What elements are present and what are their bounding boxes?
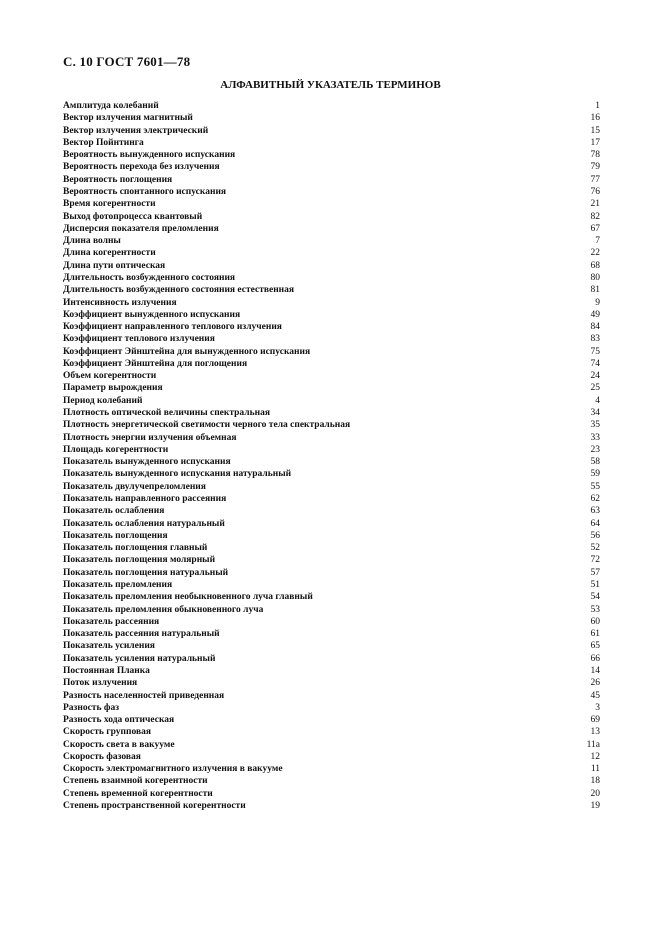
index-term: Показатель поглощения [63,530,168,541]
index-entry [63,198,600,210]
index-term-number: 84 [590,322,600,333]
index-term-number: 77 [590,174,600,185]
index-entry [63,518,600,530]
index-entry [63,493,600,505]
index-entry [63,370,600,382]
index-entry [63,456,600,468]
index-term: Длина пути оптическая [63,260,166,271]
index-entry [63,297,600,309]
index-term-number: 33 [590,432,600,443]
index-term-number: 56 [590,530,600,541]
index-term: Скорость света в вакууме [63,739,175,750]
index-term-number: 16 [590,113,600,124]
index-term-number: 4 [595,395,600,406]
index-term-number: 49 [590,309,600,320]
index-term: Показатель двулучепреломления [63,481,206,492]
index-entry [63,788,600,800]
index-term: Вероятность перехода без излучения [63,162,220,173]
index-term-number: 23 [590,444,600,455]
index-entry [63,186,600,198]
index-term-number: 25 [590,383,600,394]
index-term-number: 12 [590,751,600,762]
index-term: Разность хода оптическая [63,715,175,726]
index-term: Амплитуда колебаний [63,101,159,111]
term-index-list [63,100,600,812]
index-entry [63,272,600,284]
index-term: Параметр вырождения [63,383,163,394]
index-term: Показатель усиления [63,641,155,652]
index-entry [63,382,600,394]
index-term: Показатель направленного рассеяния [63,494,227,504]
index-term-number: 63 [590,506,600,517]
index-term-number: 11 [590,764,600,775]
index-entry [63,702,600,714]
index-entry [63,137,600,149]
index-term-number: 72 [590,555,600,566]
index-title: АЛФАВИТНЫЙ УКАЗАТЕЛЬ ТЕРМИНОВ [220,79,441,91]
index-term: Показатель ослабления [63,506,165,517]
index-entry [63,432,600,444]
index-term-number: 55 [590,481,600,492]
index-term: Поток излучения [63,678,138,689]
index-term: Объем когерентности [63,371,157,382]
index-term: Длительность возбужденного состояния естественная [63,285,295,296]
index-term: Коэффициент направленного теплового излучения [63,322,282,333]
index-term-number: 18 [590,776,600,787]
index-term: Коэффициент вынужденного испускания [63,309,241,320]
index-term-number: 17 [590,137,600,148]
index-entry [63,739,600,751]
index-entry [63,505,600,517]
index-term: Степень взаимной когерентности [63,776,208,787]
index-term: Коэффициент Эйнштейна для вынужденного испускания [63,346,311,357]
index-term: Вектор Пойнтинга [63,137,144,148]
index-entry [63,235,600,247]
index-entry [63,751,600,763]
index-term-number: 54 [590,592,600,603]
index-term: Показатель поглощения молярный [63,555,216,566]
index-term-number: 26 [590,678,600,689]
index-term: Показатель рассеяния натуральный [63,629,220,640]
index-term-number: 57 [590,567,600,578]
index-entry [63,309,600,321]
index-term: Коэффициент теплового излучения [63,334,215,345]
index-term-number: 11а [586,739,600,750]
index-term-number: 20 [590,788,600,799]
index-term: Вектор излучения электрический [63,125,209,136]
index-term: Степень пространственной когерентности [63,801,246,812]
index-term: Показатель преломления обыкновенного луча [63,604,264,615]
index-term-number: 59 [590,469,600,480]
index-term: Площадь когерентности [63,444,169,455]
index-term-number: 82 [590,211,600,222]
index-term-number: 45 [590,690,600,701]
index-term: Длина когерентности [63,248,156,259]
index-term-number: 58 [590,457,600,468]
index-term-number: 24 [590,371,600,382]
index-entry [63,690,600,702]
index-term-number: 78 [590,150,600,161]
index-entry [63,395,600,407]
index-term-number: 80 [590,272,600,283]
index-term-number: 74 [590,358,600,369]
index-entry [63,211,600,223]
index-term-number: 13 [590,727,600,738]
index-term: Разность населенностей приведенная [63,690,225,701]
index-term: Вектор излучения магнитный [63,113,193,124]
index-term-number: 75 [590,346,600,357]
index-entry [63,149,600,161]
index-entry [63,333,600,345]
index-term: Плотность оптической величины спектральная [63,408,270,419]
index-entry [63,714,600,726]
index-term: Дисперсия показателя преломления [63,223,219,234]
index-entry [63,161,600,173]
index-entry [63,640,600,652]
index-term-number: 34 [590,408,600,419]
index-entry [63,554,600,566]
index-entry [63,763,600,775]
index-entry [63,653,600,665]
index-term-number: 66 [590,653,600,664]
index-entry [63,604,600,616]
index-term-number: 14 [590,665,600,676]
index-entry [63,530,600,542]
index-term: Длина волны [63,236,121,247]
index-term: Показатель ослабления натуральный [63,518,225,529]
index-entry [63,247,600,259]
index-term: Вероятность вынужденного испускания [63,150,236,161]
index-entry [63,112,600,124]
index-term-number: 61 [590,629,600,640]
index-entry [63,726,600,738]
index-entry [63,419,600,431]
index-entry [63,125,600,137]
index-entry [63,628,600,640]
index-term: Выход фотопроцесса квантовый [63,211,203,222]
index-entry [63,542,600,554]
index-entry [63,468,600,480]
index-term-number: 7 [595,236,600,247]
index-term: Вероятность спонтанного испускания [63,186,227,197]
index-term: Интенсивность излучения [63,297,177,308]
index-term: Коэффициент Эйнштейна для поглощения [63,358,248,369]
index-term-number: 62 [590,494,600,504]
index-term-number: 83 [590,334,600,345]
index-term-number: 15 [590,125,600,136]
index-term-number: 53 [590,604,600,615]
index-term-number: 68 [590,260,600,271]
index-term: Разность фаз [63,702,120,713]
index-term: Длительность возбужденного состояния [63,272,236,283]
index-entry [63,481,600,493]
index-term-number: 79 [590,162,600,173]
index-entry [63,260,600,272]
index-term-number: 9 [595,297,600,308]
index-term-number: 35 [590,420,600,431]
index-term: Показатель преломления необыкновенного луча главный [63,592,313,603]
index-entry [63,616,600,628]
index-term-number: 60 [590,616,600,627]
index-entry [63,346,600,358]
index-entry [63,567,600,579]
index-term: Плотность энергии излучения объемная [63,432,237,443]
page-header: С. 10 ГОСТ 7601—78 [63,54,191,69]
index-term-number: 69 [590,715,600,726]
index-term-number: 3 [595,702,600,713]
index-term-number: 51 [590,579,600,590]
index-term: Постоянная Планка [63,665,150,676]
index-term-number: 81 [590,285,600,296]
index-entry [63,100,600,112]
index-term: Показатель усиления натуральный [63,653,216,664]
index-term: Плотность энергетической светимости черного тела спектральная [63,420,351,431]
index-entry [63,223,600,235]
index-entry [63,174,600,186]
index-term-number: 76 [590,186,600,197]
index-term: Период колебаний [63,395,143,406]
index-term: Время когерентности [63,199,156,210]
index-term: Скорость электромагнитного излучения в вакууме [63,764,283,775]
index-entry [63,284,600,296]
index-term-number: 67 [590,223,600,234]
index-entry [63,775,600,787]
index-term-number: 1 [595,101,600,111]
index-entry [63,591,600,603]
index-term: Показатель поглощения натуральный [63,567,229,578]
index-term-number: 52 [590,543,600,554]
index-entry [63,358,600,370]
index-term: Показатель преломления [63,579,173,590]
index-entry [63,677,600,689]
index-term: Степень временной когерентности [63,788,213,799]
index-term: Скорость групповая [63,727,151,738]
index-entry [63,579,600,591]
index-term-number: 64 [590,518,600,529]
index-entry [63,407,600,419]
index-term: Показатель вынужденного испускания натуральный [63,469,292,480]
index-entry [63,444,600,456]
index-term-number: 19 [590,801,600,812]
index-term: Показатель вынужденного испускания [63,457,231,468]
index-term-number: 21 [590,199,600,210]
index-term: Показатель рассеяния [63,616,160,627]
index-entry [63,321,600,333]
index-term: Скорость фазовая [63,751,141,762]
index-entry [63,800,600,812]
index-term: Вероятность поглощения [63,174,173,185]
index-term: Показатель поглощения главный [63,543,208,554]
index-term-number: 22 [590,248,600,259]
index-entry [63,665,600,677]
index-term-number: 65 [590,641,600,652]
